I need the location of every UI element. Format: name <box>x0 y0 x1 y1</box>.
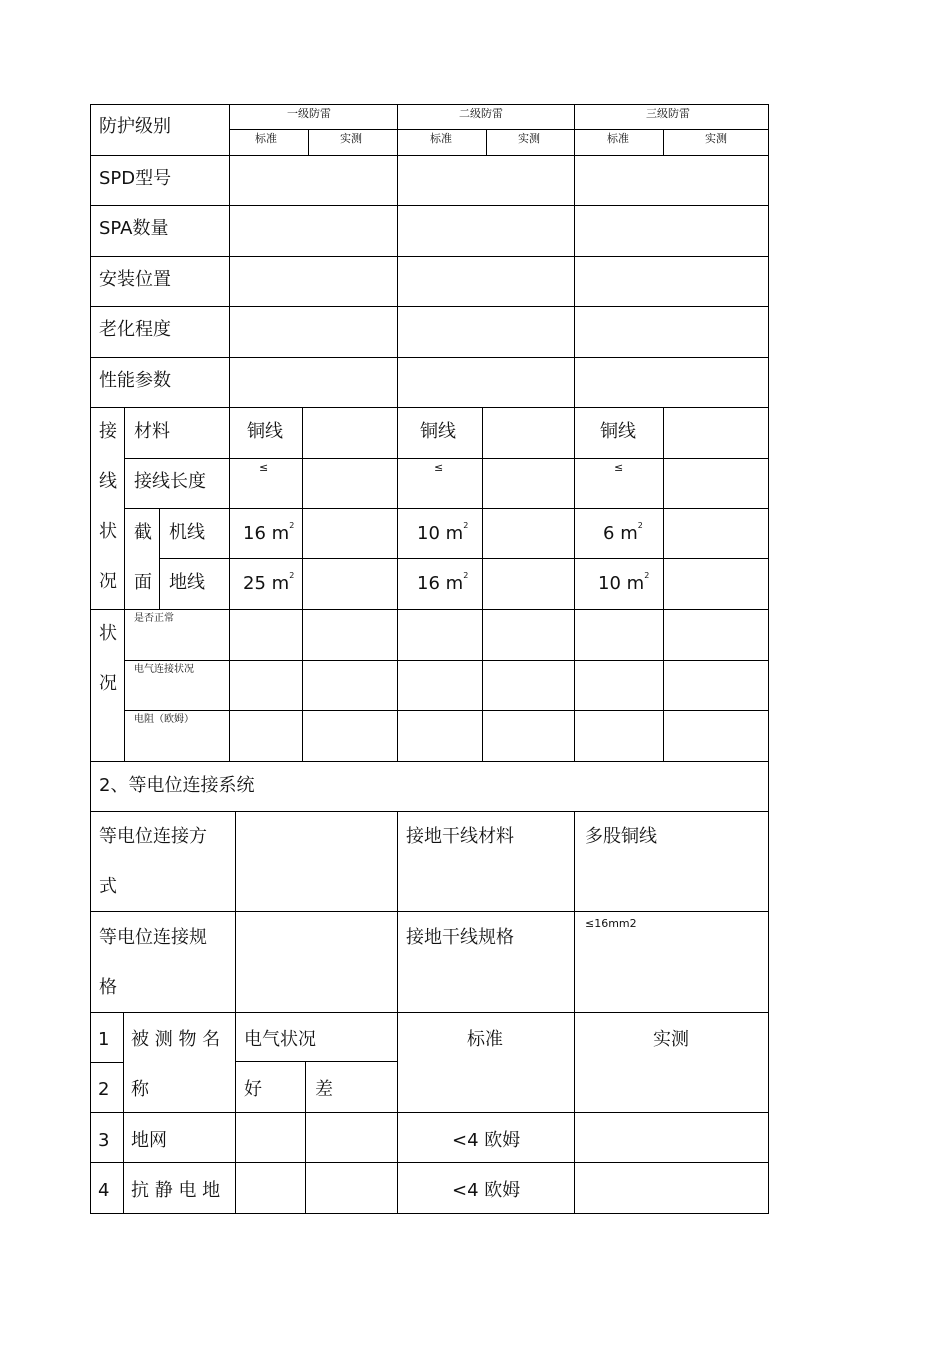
level1-length-value: ≤ <box>259 461 269 474</box>
level2-ground-section: 16 $m^2$ <box>417 571 469 594</box>
status-group-char: 况 <box>99 673 117 694</box>
status-normal-label: 是否正常 <box>134 613 174 624</box>
spd-model-label: SPD型号 <box>99 168 172 189</box>
level2-material-value: 铜线 <box>420 421 456 442</box>
standard-value: <4 欧姆 <box>452 1130 521 1151</box>
equipotential-method-label-line2: 式 <box>99 876 117 897</box>
level3-ground-section: 10 $m^2$ <box>598 571 650 594</box>
level3-machine-section: 6 $m^2$ <box>603 521 643 544</box>
machine-wire-label: 机线 <box>169 522 205 543</box>
level2-machine-section: 10 $m^2$ <box>417 521 469 544</box>
level1-machine-section: 16 $m^2$ <box>243 521 295 544</box>
section-char: 面 <box>134 572 152 593</box>
level3-std-header: 标准 <box>607 132 629 145</box>
level3-header: 三级防雷 <box>646 107 690 120</box>
level1-std-header: 标准 <box>255 132 277 145</box>
wiring-group-char: 接 <box>99 421 117 442</box>
trunk-spec-value: ≤16mm2 <box>585 917 637 930</box>
equipotential-method-label-line1: 等电位连接方 <box>99 826 207 847</box>
trunk-material-label: 接地干线材料 <box>406 826 514 847</box>
measured-object-name: 抗 静 电 地 <box>131 1180 221 1201</box>
ground-wire-label: 地线 <box>169 572 205 593</box>
level3-meas-header: 实测 <box>705 132 727 145</box>
level2-std-header: 标准 <box>430 132 452 145</box>
row-number: 2 <box>98 1079 110 1100</box>
level3-material-value: 铜线 <box>600 421 636 442</box>
equipotential-spec-label-line1: 等电位连接规 <box>99 927 207 948</box>
performance-params-label: 性能参数 <box>99 370 171 391</box>
status-electrical-label: 电气连接状况 <box>134 664 194 675</box>
wiring-group-char: 状 <box>99 521 117 542</box>
spa-quantity-label: SPA数量 <box>99 218 169 239</box>
status-group-char: 状 <box>99 623 117 644</box>
equipotential-section-title: 2、等电位连接系统 <box>99 775 255 796</box>
measured-label: 实测 <box>653 1029 689 1050</box>
wire-length-label: 接线长度 <box>134 471 206 492</box>
level1-header: 一级防雷 <box>287 107 331 120</box>
standard-label: 标准 <box>467 1029 503 1050</box>
material-label: 材料 <box>134 421 170 442</box>
level1-material-value: 铜线 <box>247 421 283 442</box>
status-resistance-label: 电阻（欧姆） <box>134 714 194 725</box>
trunk-spec-label: 接地干线规格 <box>406 927 514 948</box>
level2-length-value: ≤ <box>434 461 444 474</box>
wiring-group-char: 线 <box>99 471 117 492</box>
electrical-status-label: 电气状况 <box>244 1029 316 1050</box>
install-position-label: 安装位置 <box>99 269 171 290</box>
good-label: 好 <box>244 1079 262 1100</box>
row-number: 3 <box>98 1130 110 1151</box>
section-char: 截 <box>134 522 152 543</box>
row-number: 1 <box>98 1029 110 1050</box>
level3-length-value: ≤ <box>614 461 624 474</box>
level1-meas-header: 实测 <box>340 132 362 145</box>
row-number: 4 <box>98 1180 110 1201</box>
level2-meas-header: 实测 <box>518 132 540 145</box>
standard-value: <4 欧姆 <box>452 1180 521 1201</box>
equipotential-spec-label-line2: 格 <box>99 977 117 998</box>
bad-label: 差 <box>315 1079 333 1100</box>
level2-header: 二级防雷 <box>459 107 503 120</box>
protection-level-label: 防护级别 <box>99 116 171 137</box>
level1-ground-section: 25 $m^2$ <box>243 571 295 594</box>
measured-object-label-line2: 称 <box>131 1079 149 1100</box>
trunk-material-value: 多股铜线 <box>585 826 657 847</box>
wiring-group-char: 况 <box>99 571 117 592</box>
measured-object-name: 地网 <box>131 1130 167 1151</box>
measured-object-label-line1: 被 测 物 名 <box>131 1029 221 1050</box>
aging-degree-label: 老化程度 <box>99 319 171 340</box>
